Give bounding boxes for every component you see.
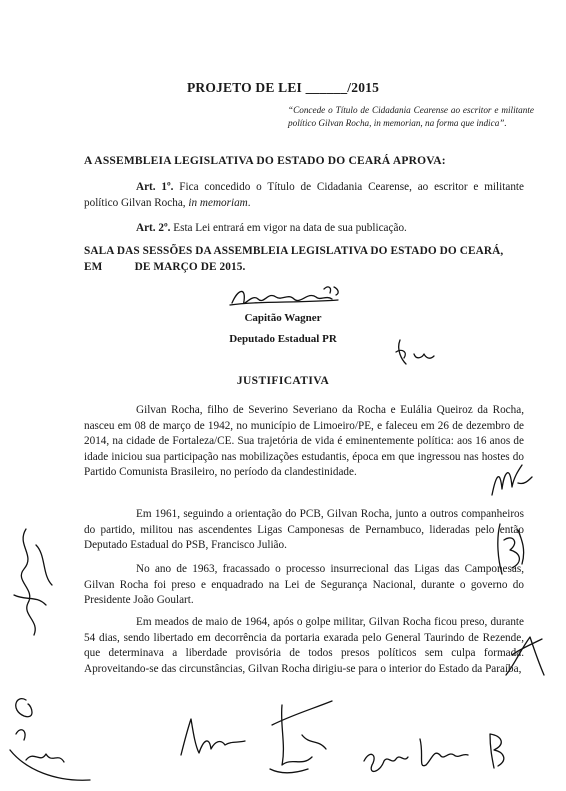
article-1-label: Art. 1º. — [136, 181, 174, 193]
handwritten-signature — [262, 695, 352, 780]
signatory-role: Deputado Estadual PR — [229, 333, 337, 345]
article-1 — [84, 180, 524, 211]
handwritten-signature — [358, 725, 478, 780]
bill-summary: “Concede o Título de Cidadania Cearense ao escritor e militante político Gilvan Rocha, in memorian, na forma que indica”. — [288, 105, 534, 128]
handwritten-signature — [228, 283, 348, 313]
session-hall-clause: SALA DAS SESSÕES DA ASSEMBLEIA LEGISLATIVA DO ESTADO DO CEARÁ, EM DE MARÇO DE 2015. — [84, 245, 507, 273]
justification-paragraph-2: Em 1961, seguindo a orientação do PCB, Gilvan Rocha, junto a outros companheiros do partido, militou nas ascendentes Ligas Camponesas de Pernambuco, lideradas pelo então Deputado Estadual do PSB, Francisco Julião. — [84, 508, 524, 552]
enacting-clause: A ASSEMBLEIA LEGISLATIVA DO ESTADO DO CEARÁ APROVA: — [84, 155, 446, 167]
justification-heading: JUSTIFICATIVA — [236, 375, 330, 387]
bill-title: PROJETO DE LEI ______/2015 — [186, 80, 380, 95]
article-2-text: Esta Lei entrará em vigor na data de sua publicação. — [170, 222, 407, 234]
signatory-name: Capitão Wagner — [244, 312, 322, 324]
justification-paragraph-4: Em meados de maio de 1964, após o golpe militar, Gilvan Rocha ficou preso, durante 54 dias, sendo libertado em decorrência da portaria exarada pelo General Taurindo de Rezende, que determinava a liberdade provisória de todos presos políticos sem culpa formada. Aproveitando-se das circunstâncias, Gilvan Rocha dirigiu-se para o interior do Estado da Paraíba, — [84, 616, 524, 675]
justification-paragraph-3: No ano de 1963, fracassado o processo insurrecional das Ligas das Camponesas, Gilvan Rocha foi preso e enquadrado na Lei de Segurança Nacional, durante o governo do Presidente João Goulart. — [84, 563, 524, 607]
handwritten-signature — [175, 715, 255, 760]
handwritten-signature — [6, 525, 66, 645]
handwritten-signature — [392, 338, 442, 368]
article-1-italic: in memoriam — [188, 196, 248, 209]
handwritten-signature — [484, 730, 514, 770]
article-2 — [84, 221, 524, 237]
article-1-end: . — [247, 196, 251, 209]
justification-paragraph-1: Gilvan Rocha, filho de Severino Severiano da Rocha e Eulália Queiroz da Rocha, nasceu em 08 de março de 1942, no município de Limoeiro/PE, e faleceu em 26 de dezembro de 2014, na cidade de Fortaleza/CE. Sua trajetória de vida é eminentemente política: aos 16 anos de idade iniciou sua participação nas mobilizações estudantis, época em que ingressou nas hostes do Partido Comunista Brasileiro, no período da clandestinidade. — [84, 404, 524, 479]
article-2-label: Art. 2º. — [136, 222, 171, 234]
article-1-text: Fica concedido o Título de Cidadania Cearense, ao escritor e militante político Gilvan Rocha, — [84, 181, 524, 209]
handwritten-signature — [6, 690, 96, 790]
